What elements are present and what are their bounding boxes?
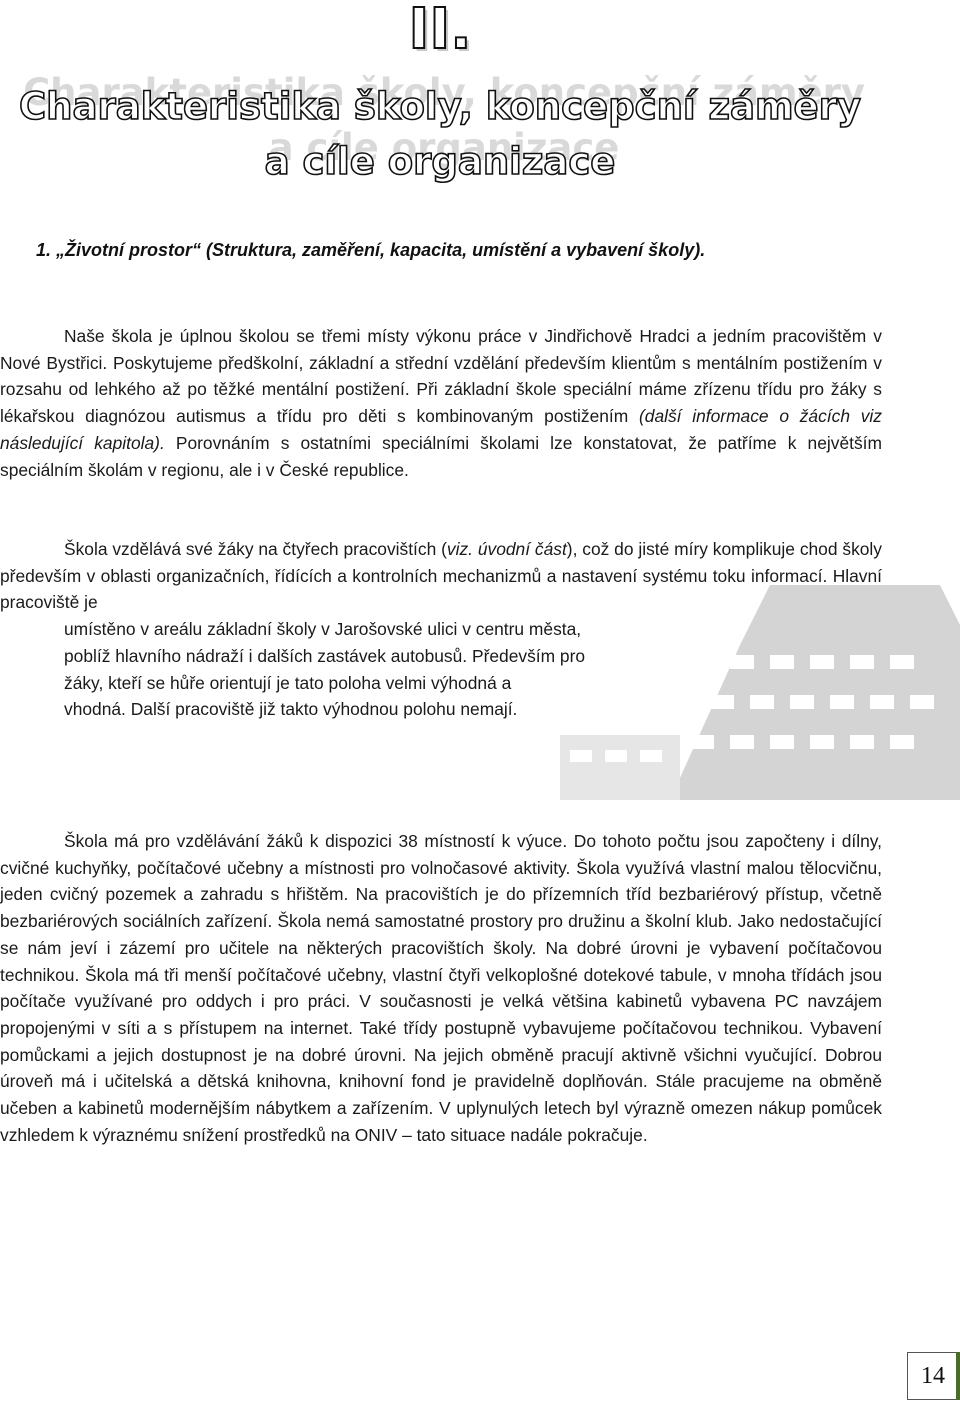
paragraph-2-text-b: ), což do jisté míry komplikuje chod školy především v oblasti organizačních, řídících a kontrolních mechanizmů a nastavení systému toku informací. Hlavní pracoviště je: [0, 539, 882, 613]
paragraph-1-italic: (další informace o žácích viz následující kapitola).: [0, 406, 882, 453]
section-heading: 1. „Životní prostor“ (Struktura, zaměření, kapacita, umístění a vybavení školy).: [36, 240, 706, 260]
paragraph-2-line-c: umístěno v areálu základní školy v Jarošovské ulici v centru města,: [64, 619, 582, 640]
chapter-title-line1: Charakteristika školy, koncepční záměry: [18, 85, 861, 128]
paragraph-2-italic: viz. úvodní část: [446, 539, 567, 559]
paragraph-2-line-f: vhodná. Další pracoviště již takto výhodnou polohu nemají.: [64, 699, 518, 720]
paragraph-2-line-e: žáky, kteří se hůře orientují je tato poloha velmi výhodná a: [64, 672, 512, 693]
chapter-number: II.: [408, 0, 472, 62]
paragraph-1-text-a: Naše škola je úplnou školou se třemi místy výkonu práce v Jindřichově Hradci a jedním pracovištěm v Nové Bystřici. Poskytujeme předškolní, základní a střední vzdělání především klientům s mentálním postižením v rozsahu od lehkého až po těžké mentální postižení. Při základní škole speciální máme zřízenu třídu pro žáky s lékařskou diagnózou autismus a třídu pro děti s kombinovaným postižením: [0, 326, 882, 427]
paragraph-2-text-a: Škola vzdělává své žáky na čtyřech pracovištích (: [64, 539, 447, 559]
accent-bar: [956, 1352, 960, 1400]
paragraph-1: [0, 323, 882, 483]
paragraph-2-line-d: poblíž hlavního nádraží i dalších zastávek autobusů. Především pro: [64, 645, 586, 666]
paragraph-3: Škola má pro vzdělávání žáků k dispozici 38 místností k výuce. Do tohoto počtu jsou započteny i dílny, cvičné kuchyňky, počítačové učebny a místnosti pro volnočasové aktivity. Škola využívá vlastní malou tělocvičnu, jeden cvičný pozemek a zahradu s hřištěm. Na pracovištích je do přízemních tříd bezbariérový přístup, včetně bezbariérových sociálních zařízení. Škola nemá samostatné prostory pro družinu a školní klub. Jako nedostačující se nám jeví i zázemí pro učitele na některých pracovištích školy. Na dobré úrovni je vybavení počítačovou technikou. Škola má tři menší počítačové učebny, vlastní čtyři velkoplošné dotekové tabule, v mnoha třídách jsou počítače využívané pro oddych i pro práci. V současnosti je velká většina kabinetů vybavena PC navzájem propojenými v síti a s přístupem na internet. Také třídy postupně vybavujeme počítačovou technikou. Vybavení pomůckami a jejich dostupnost je na dobré úrovni. Na jejich obměně pracují aktivně všichni vyučující. Dobrou úroveň má i učitelská a dětská knihovna, knihovní fond je pravidelně doplňován. Stále pracujeme na obměně učeben a kabinetů modernějším nábytkem a zařízením. V uplynulých letech byl výrazně omezen nákup pomůcek vzhledem k výraznému snížení prostředků na ONIV – tato situace nadále pokračuje.: [0, 831, 882, 1145]
page-number: 14: [921, 1362, 945, 1389]
chapter-title-line2: a cíle organizace: [264, 140, 616, 183]
page-number-box: [907, 1352, 959, 1400]
paragraph-1-text-b: Porovnáním s ostatními speciálními školami lze konstatovat, že patříme k největším speciálním školám v regionu, ale i v České republice.: [0, 432, 882, 480]
paragraph-2: [0, 536, 882, 723]
